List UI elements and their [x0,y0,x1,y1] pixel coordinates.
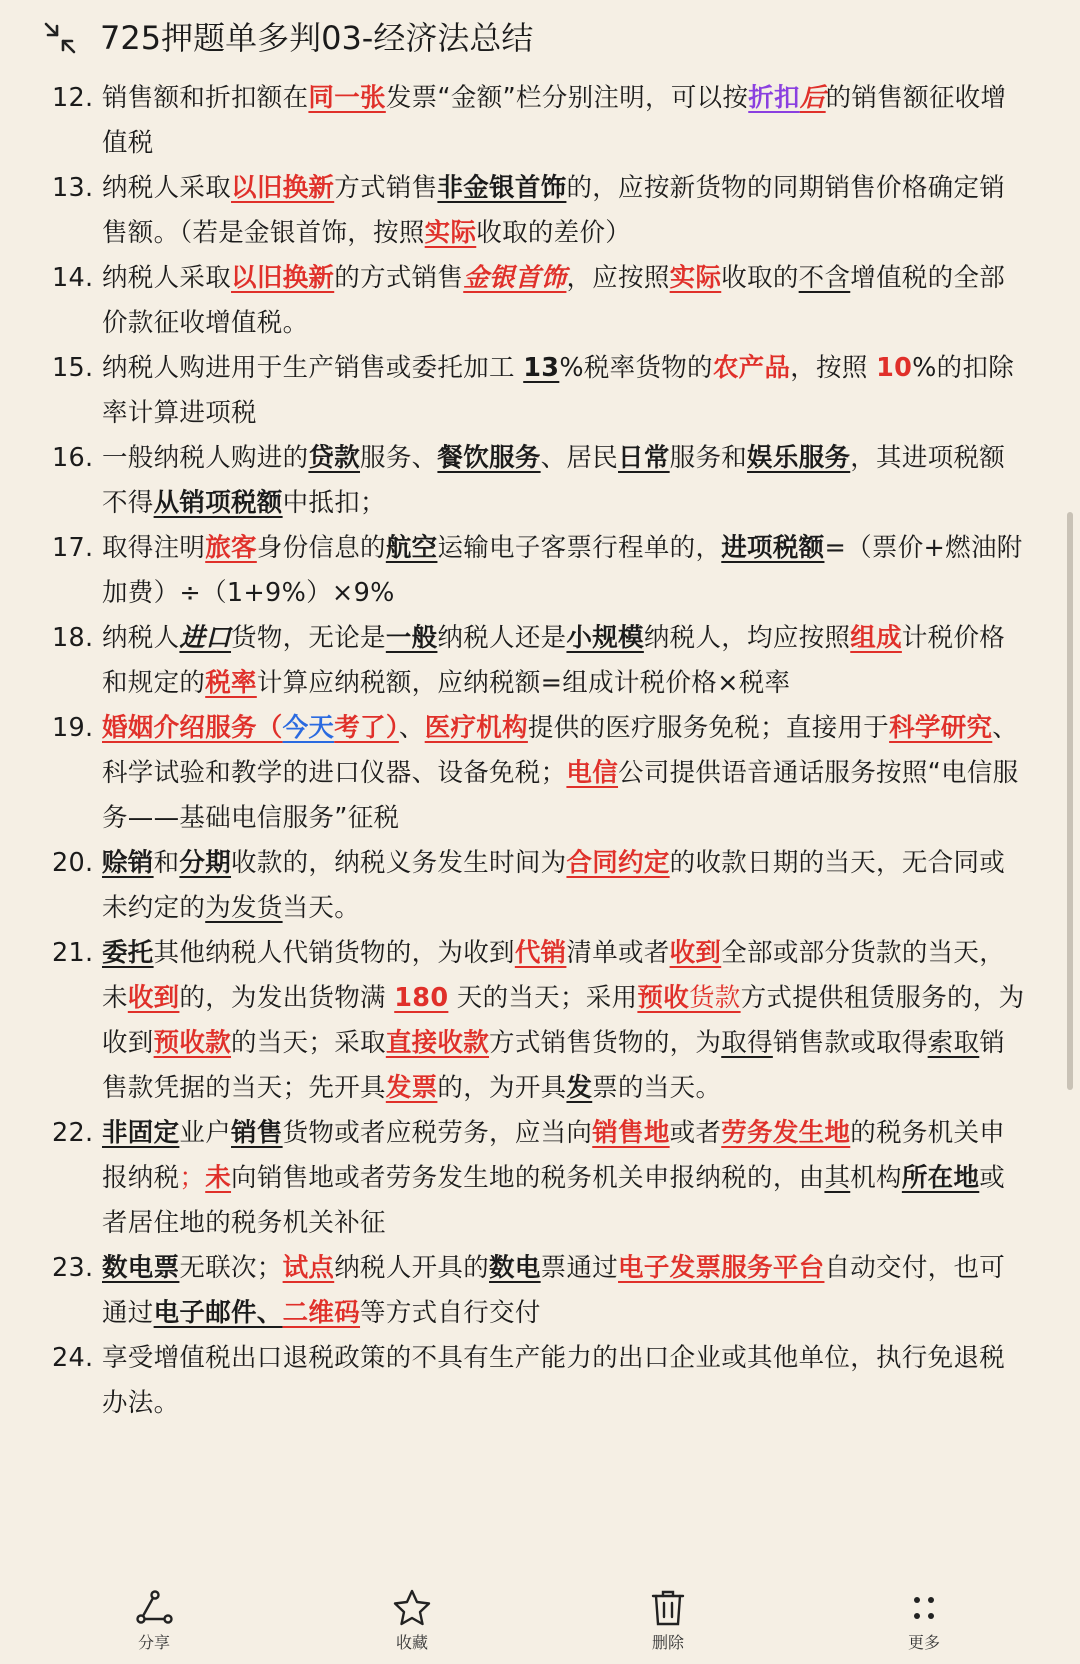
item-text: 货物或者应税劳务，应当向 [282,1118,593,1148]
item-text: 收款的，纳税义务发生时间为 [231,848,567,878]
list-item [0,76,1080,166]
item-text: %的扣除率计算进项税 [102,353,1015,428]
item-text: 收取的差价） [476,218,632,248]
item-text: 货物，无论是 [231,623,386,653]
highlighted-text: 一般 [385,623,438,653]
highlighted-text: 所在地 [901,1163,980,1193]
item-text: 销售款凭据的当天；先开具 [102,1028,1006,1103]
highlighted-text: 取得 [721,1028,773,1058]
item-text: 无联次； [179,1253,283,1283]
highlighted-text: 直接收款 [385,1028,490,1058]
item-text: ，按照 [790,353,877,383]
item-text: 纳税人，均应按照 [643,623,851,653]
highlighted-text: 非金银首饰 [437,173,567,203]
item-text: 机构 [850,1163,902,1193]
highlighted-text: 旅客 [205,533,257,563]
item-number: 13. [52,173,94,203]
highlighted-text: 今天 [282,713,335,743]
delete-label: 删除 [651,1633,684,1652]
item-text: 的当天；采取 [231,1028,386,1058]
highlighted-text: 航空 [385,533,438,563]
item-text: 票的当天。 [592,1073,722,1103]
item-text: 其他纳税人代销货物的，为收到 [153,938,515,968]
share-icon [134,1588,174,1628]
highlighted-text: 电信 [566,758,619,788]
scrollbar[interactable] [1067,512,1073,1090]
item-text: %税率货物的 [559,353,713,383]
list-item [0,1246,1080,1336]
item-number: 19. [52,713,94,743]
item-text: 取得注明 [102,533,206,563]
highlighted-text: 同一张 [308,83,386,113]
highlighted-text: 为发货 [205,893,283,923]
more-button[interactable] [864,1588,984,1653]
item-text: 全部或部分货款的当天，未 [102,938,1006,1013]
item-text: 享受增值税出口退税政策的不具有生产能力的出口企业或其他单位，执行免退税办法。 [102,1343,1006,1418]
item-text: 公司提供语音通话服务按照“电信服务——基础电信服务”征税 [102,758,1019,833]
highlighted-text: 以旧换新 [231,263,335,293]
item-number: 22. [52,1118,94,1148]
item-text: 发票“金额”栏分别注明，可以按 [385,83,749,113]
highlighted-text: 非固定 [102,1118,180,1148]
highlighted-text: 数电票 [102,1253,180,1283]
highlighted-text: 电子发票服务平台 [618,1253,825,1283]
highlighted-text: 组成 [850,623,902,653]
note-content [0,76,1080,1426]
highlighted-text: 后 [799,83,826,113]
highlighted-text: 餐饮服务 [437,443,541,473]
item-text: 或者 [669,1118,722,1148]
highlighted-text: 婚姻介绍服务（ [102,713,283,743]
highlighted-text: 进项税额 [721,533,825,563]
item-text: 的税务机关申报纳税 [102,1118,1006,1193]
item-number: 15. [52,353,94,383]
highlighted-text: 劳务发生地 [721,1118,851,1148]
item-text: 纳税人还是 [437,623,567,653]
item-text: 或者居住地的税务机关补征 [102,1163,1006,1238]
list-item [0,931,1080,1111]
item-text: =（票价+燃油附加费）÷（1+9%）×9% [102,533,1023,608]
item-number: 14. [52,263,94,293]
favorite-label: 收藏 [395,1633,428,1652]
highlighted-text: 10 [876,353,913,383]
collapse-icon[interactable] [42,20,78,56]
highlighted-text: 税率 [205,668,257,698]
list-item [0,346,1080,436]
highlighted-text: ； [179,1163,206,1193]
item-text: 的，为开具 [437,1073,567,1103]
item-text: 的销售额征收增值税 [102,83,1007,158]
item-text: 的，应按新货物的同期销售价格确定销售额。（若是金银首饰，按照 [102,173,1006,248]
page-title: 725押题单多判03-经济法总结 [100,19,534,57]
item-text: 的收款日期的当天，无合同或未约定的 [102,848,1006,923]
item-text: 计税价格和规定的 [102,623,1006,698]
item-text: 纳税人采取 [102,173,232,203]
highlighted-text: 医疗机构 [424,713,528,743]
highlighted-text: 娱乐服务 [747,443,851,473]
item-number: 20. [52,848,94,878]
highlighted-text: 分期 [179,848,232,878]
highlighted-text: 预收款 [153,1028,232,1058]
bottom-toolbar [0,1570,1080,1664]
item-text: 向销售地或者劳务发生地的税务机关申报纳税的，由 [231,1163,825,1193]
highlighted-text: 货款 [689,983,741,1013]
highlighted-text: 试点 [282,1253,335,1283]
item-text: 纳税人开具的 [334,1253,490,1283]
highlighted-text: 数电 [489,1253,541,1283]
item-text: ，其进项税额不得 [102,443,1006,518]
highlighted-text: 未 [205,1163,232,1193]
item-text: 、科学试验和教学的进口仪器、设备免税； [102,713,1019,788]
highlighted-text: 180 [394,983,449,1013]
item-text: 服务和 [669,443,748,473]
highlighted-text: 赊销 [102,848,154,878]
star-icon [392,1588,432,1628]
item-text: 的方式销售 [334,263,464,293]
item-text: 方式提供租赁服务的，为收到 [102,983,1025,1058]
list-item [0,1336,1080,1426]
highlighted-text: 农产品 [712,353,791,383]
item-number: 16. [52,443,94,473]
list-item [0,616,1080,706]
highlighted-text: 考了） [334,713,399,743]
item-text: 等方式自行交付 [360,1298,541,1328]
item-text: 销售额和折扣额在 [102,83,309,113]
item-text: 自动交付，也可通过 [102,1253,1006,1328]
list-item [0,256,1080,346]
item-text: 方式销售货物的，为 [489,1028,722,1058]
list-item [0,166,1080,256]
delete-button[interactable] [608,1588,728,1653]
more-label: 更多 [907,1633,940,1652]
highlighted-text: 日常 [618,443,670,473]
highlighted-text: 电子邮件、 [153,1298,283,1328]
favorite-button[interactable] [352,1588,472,1653]
item-text: 、居民 [540,443,619,473]
item-text: 提供的医疗服务免税；直接用于 [527,713,890,743]
item-text: 纳税人采取 [102,263,232,293]
highlighted-text: 13 [523,353,560,383]
item-text: 销售款或取得 [772,1028,928,1058]
highlighted-text: 委托 [102,938,154,968]
highlighted-text: 索取 [927,1028,980,1058]
highlighted-text: 其 [824,1163,851,1193]
item-number: 21. [52,938,94,968]
highlighted-text: 收到 [669,938,722,968]
item-number: 12. [52,83,94,113]
item-number: 18. [52,623,94,653]
share-label: 分享 [137,1633,170,1652]
item-text: 运输电子客票行程单的， [437,533,722,563]
list-item [0,436,1080,526]
item-number: 17. [52,533,94,563]
header [0,0,1080,76]
item-text: 天的当天；采用 [448,983,638,1013]
highlighted-text: 从销项税额 [153,488,283,518]
highlighted-text: 发票 [385,1073,438,1103]
item-number: 24. [52,1343,94,1373]
item-text: 纳税人 [102,623,180,653]
item-text: 和 [153,848,180,878]
highlighted-text: 小规模 [566,623,644,653]
item-text: 纳税人购进用于生产销售或委托加工 [102,353,524,383]
item-text: 的，为发出货物满 [179,983,395,1013]
item-number: 23. [52,1253,94,1283]
highlighted-text: 进口 [179,623,232,653]
highlighted-text: 实际 [669,263,722,293]
list-item [0,706,1080,841]
item-text: 服务、 [360,443,438,473]
highlighted-text: 销售 [231,1118,283,1148]
highlighted-text: 预收 [637,983,689,1013]
highlighted-text: 科学研究 [889,713,993,743]
trash-icon [648,1588,688,1628]
item-text: 一般纳税人购进的 [102,443,309,473]
highlighted-text: 实际 [424,218,477,248]
item-text: 业户 [179,1118,232,1148]
highlighted-text: 合同约定 [566,848,670,878]
item-text: 增值税的全部价款征收增值税。 [102,263,1006,338]
list-item [0,526,1080,616]
highlighted-text: 收到 [127,983,180,1013]
item-text: 清单或者 [566,938,670,968]
item-text: 计算应纳税额，应纳税额=组成计税价格×税率 [256,668,791,698]
item-text: 、 [398,713,425,743]
highlighted-text: 发 [566,1073,593,1103]
more-dots-icon [904,1588,944,1628]
highlighted-text: 金银首饰 [463,263,567,293]
highlighted-text: 代销 [514,938,567,968]
item-text: 当天。 [282,893,361,923]
item-text: ，应按照 [566,263,670,293]
highlighted-text: 不含 [798,263,851,293]
highlighted-text: 折扣 [748,83,800,113]
highlighted-text: 销售地 [592,1118,670,1148]
share-button[interactable] [94,1588,214,1653]
item-text: 收取的 [721,263,799,293]
highlighted-text: 贷款 [308,443,361,473]
item-text: 中抵扣； [282,488,386,518]
list-item [0,1111,1080,1246]
item-text: 身份信息的 [256,533,386,563]
item-text: 方式销售 [334,173,438,203]
highlighted-text: 以旧换新 [231,173,335,203]
item-text: 票通过 [540,1253,619,1283]
highlighted-text: 二维码 [282,1298,361,1328]
list-item [0,841,1080,931]
